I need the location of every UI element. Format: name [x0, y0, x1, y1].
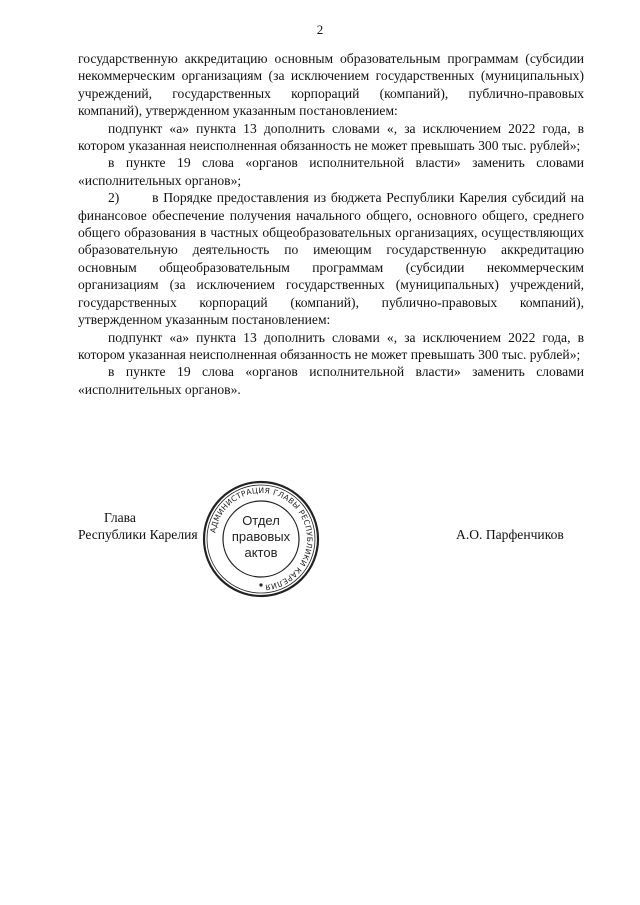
paragraph-subpoint-13: подпункт «а» пункта 13 дополнить словами «, за исключением 2022 года, в котором указанная неисполненная обязанность не может превышать 300 тыс. рублей»;: [78, 120, 584, 154]
document-body: [78, 50, 584, 398]
paragraph-continuation: государственную аккредитацию основным образовательным программам (субсидии некоммерческим организациям (за исключением государственных (муниципальных) учреждений, государственных корпораций (компаний), публично-правовых компаний), утвержденном указанным постановлением:: [78, 51, 584, 119]
stamp-center-line2: правовых: [231, 529, 291, 544]
page-number: 2: [316, 22, 324, 37]
stamp-dot-icon: [259, 583, 262, 586]
stamp-seal-graphic: [201, 479, 321, 599]
signatory-organization: Республики Карелия: [78, 527, 198, 542]
stamp-ring-text: АДМИНИСТРАЦИЯ ГЛАВЫ РЕСПУБЛИКИ КАРЕЛИЯ: [208, 485, 315, 592]
signatory-title: Глава: [104, 510, 136, 525]
signatory-name: А.О. Парфенчиков: [456, 527, 564, 542]
paragraph-point-19-second: в пункте 19 слова «органов исполнительной власти» заменить словами «исполнительных органов».: [78, 364, 584, 397]
official-stamp: [201, 479, 321, 599]
stamp-center-line1: Отдел: [242, 513, 280, 528]
stamp-center-line3: актов: [244, 545, 278, 560]
paragraph-point-19: в пункте 19 слова «органов исполнительной власти» заменить словами «исполнительных органов»;: [78, 155, 584, 188]
paragraph-subpoint-13-second: подпункт «а» пункта 13 дополнить словами «, за исключением 2022 года, в котором указанная неисполненная обязанность не может превышать 300 тыс. рублей»;: [78, 329, 584, 362]
paragraph-item-2: 2) в Порядке предоставления из бюджета Республики Карелия субсидий на финансовое обеспечение получения начального общего, основного общего, среднего общего образования в частных общеобразовательных организациях, осуществляющих образовательную деятельность по имеющим государственную аккредитацию основным общеобразовательным программам (субсидии некоммерческим организациям (за исключением государственных (муниципальных) учреждений, государственных корпораций (компаний), публично-правовых компаний), утвержденном указанным постановлением:: [78, 190, 584, 328]
